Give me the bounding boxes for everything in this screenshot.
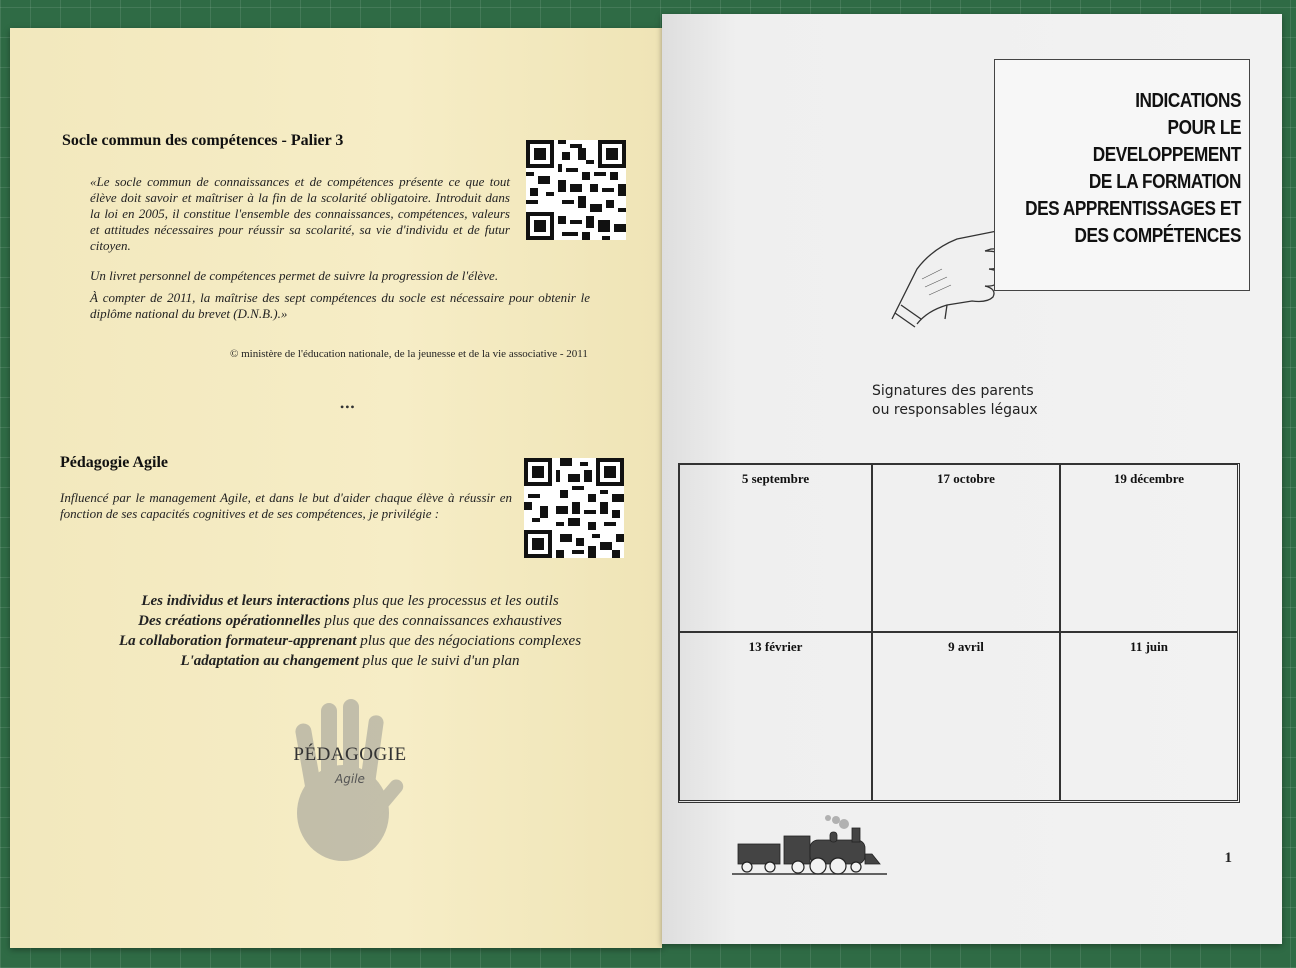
agile-values-list	[50, 591, 650, 671]
agile-value-item: La collaboration formateur-apprenant plus que des négociations complexes	[118, 633, 582, 649]
qr-code-agile	[524, 458, 624, 558]
agile-intro: Influencé par le management Agile, et dans le but d'aider chaque élève à réussir en fonction de ses capacités cognitives et de ses compétences, je privilégie :	[60, 490, 512, 521]
left-page	[10, 28, 662, 948]
signature-date: 13 février	[748, 639, 803, 654]
signatures-heading-line: ou responsables légaux	[872, 402, 1038, 418]
title-line: INDICATIONS	[1135, 90, 1241, 112]
logo-pedagogie-word: PÉDAGOGIE	[293, 744, 407, 765]
signature-cell[interactable]	[872, 464, 1060, 632]
section-separator: •••	[340, 400, 356, 414]
steam-train-icon	[732, 814, 887, 879]
title-line: DES APPRENTISSAGES ET	[1025, 198, 1241, 220]
signature-cell[interactable]	[679, 632, 872, 801]
signatures-heading-line: Signatures des parents	[872, 383, 1034, 399]
signature-cell[interactable]	[1060, 464, 1238, 632]
title-line: DE LA FORMATION	[1088, 171, 1241, 193]
page-number: 1	[1224, 850, 1232, 866]
title-line: DES COMPÉTENCES	[1074, 225, 1241, 247]
qr-code-socle	[526, 140, 626, 240]
signature-cell[interactable]	[1060, 632, 1238, 801]
signature-date: 9 avril	[948, 639, 984, 654]
socle-quote-paragraph-2: Un livret personnel de compétences permet de suivre la progression de l'élève.	[90, 268, 499, 283]
right-page	[662, 14, 1282, 944]
signature-date: 19 décembre	[1113, 471, 1185, 486]
copyright-line: © ministère de l'éducation nationale, de la jeunesse et de la vie associative - 2011	[230, 348, 588, 360]
logo-agile-word: Agile	[335, 772, 365, 786]
signature-grid	[678, 463, 1240, 803]
socle-quote-paragraph-1: «Le socle commun de connaissances et de compétences présente ce que tout élève doit savoir et maîtriser à la fin de la scolarité obligatoire. Introduit dans la loi en 2005, il constitue l'ensemble des connaissances, compétences, valeurs et attitudes nécessaires pour réussir sa scolarité, sa vie d'individu et de futur citoyen.	[90, 174, 510, 253]
signature-date: 17 octobre	[937, 471, 995, 486]
agile-value-item: Les individus et leurs interactions plus que les processus et les outils	[141, 593, 559, 609]
title-line: DEVELOPPEMENT	[1092, 144, 1241, 166]
signature-cell[interactable]	[679, 464, 872, 632]
signatures-heading	[872, 382, 1038, 420]
socle-quote-paragraph-3: À compter de 2011, la maîtrise des sept compétences du socle est nécessaire pour obtenir le diplôme national du brevet (D.N.B.).»	[90, 290, 590, 321]
title-line: POUR LE	[1167, 117, 1241, 139]
socle-title: Socle commun des compétences - Palier 3	[62, 132, 344, 149]
agile-value-item: Des créations opérationnelles plus que des connaissances exhaustives	[138, 613, 562, 629]
agile-value-item: L'adaptation au changement plus que le suivi d'un plan	[180, 653, 520, 669]
signature-cell[interactable]	[872, 632, 1060, 801]
signature-date: 11 juin	[1130, 639, 1168, 654]
title-card	[994, 59, 1250, 291]
signature-date: 5 septembre	[741, 471, 810, 486]
pedagogie-agile-title: Pédagogie Agile	[60, 454, 168, 471]
